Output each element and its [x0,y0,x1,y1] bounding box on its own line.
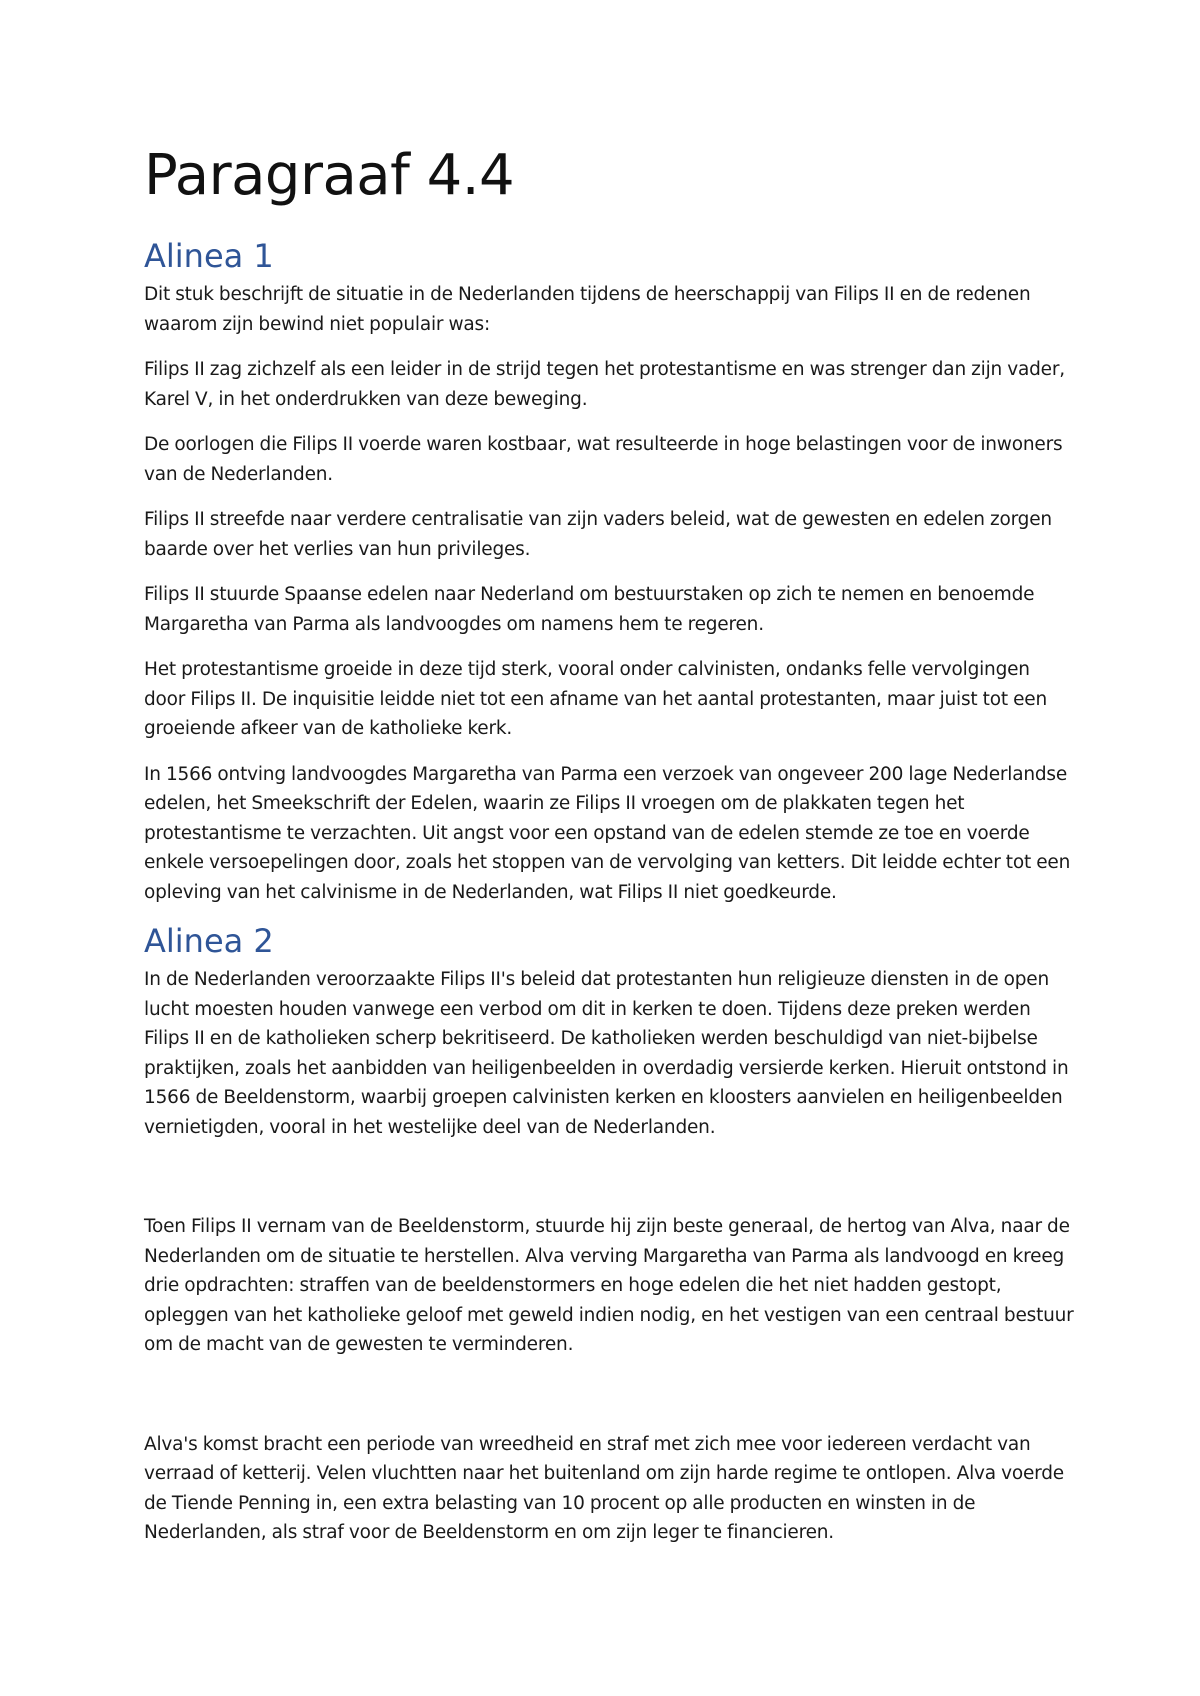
page-title: Paragraaf 4.4 [144,143,515,208]
section-heading-alinea-1: Alinea 1 [144,237,274,275]
paragraph: Dit stuk beschrijft de situatie in de Nederlanden tijdens de heerschappij van Filips II en de redenen waarom zijn bewind niet populair was: [144,284,1031,335]
paragraph: Filips II streefde naar verdere centralisatie van zijn vaders beleid, wat de gewesten en edelen zorgen baarde over het verlies van hun privileges. [144,509,1052,560]
document-page [144,140,1074,1564]
paragraph: Het protestantisme groeide in deze tijd sterk, vooral onder calvinisten, ondanks felle vervolgingen door Filips II. De inquisitie leidde niet tot een afname van het aantal protestanten, maar juist tot een groeiende afkeer van de katholieke kerk. [144,659,1047,739]
paragraph: Filips II zag zichzelf als een leider in de strijd tegen het protestantisme en was strenger dan zijn vader, Karel V, in het onderdrukken van deze beweging. [144,359,1065,410]
blank-line [144,1158,1074,1212]
paragraph: In 1566 ontving landvoogdes Margaretha van Parma een verzoek van ongeveer 200 lage Nederlandse edelen, het Smeekschrift der Edelen, waarin ze Filips II vroegen om de plakkaten tegen het protestantisme te verzachten. Uit angst voor een opstand van de edelen stemde ze toe en voerde enkele versoepelingen door, zoals het stoppen van de vervolging van ketters. Dit leidde echter tot een opleving van het calvinisme in de Nederlanden, wat Filips II niet goedkeurde. [144,763,1071,903]
paragraph: Filips II stuurde Spaanse edelen naar Nederland om bestuurstaken op zich te nemen en benoemde Margaretha van Parma als landvoogdes om namens hem te regeren. [144,584,1035,635]
paragraph: In de Nederlanden veroorzaakte Filips II's beleid dat protestanten hun religieuze diensten in de open lucht moesten houden vanwege een verbod om dit in kerken te doen. Tijdens deze preken werden Filips II en de katholieken scherp bekritiseerd. De katholieken werden beschuldigd van niet-bijbelse praktijken, zoals het aanbidden van heiligenbeelden in overdadig versierde kerken. Hieruit ontstond in 1566 de Beeldenstorm, waarbij groepen calvinisten kerken en kloosters aanvielen en heiligenbeelden vernietigden, vooral in het westelijke deel van de Nederlanden. [144,969,1069,1138]
paragraph: Alva's komst bracht een periode van wreedheid en straf met zich mee voor iedereen verdacht van verraad of ketterij. Velen vluchtten naar het buitenland om zijn harde regime te ontlopen. Alva voerde de Tiende Penning in, een extra belasting van 10 procent op alle producten en winsten in de Nederlanden, als straf voor de Beeldenstorm en om zijn leger te financieren. [144,1433,1064,1543]
blank-line [144,1376,1074,1430]
paragraph: De oorlogen die Filips II voerde waren kostbaar, wat resulteerde in hoge belastingen voor de inwoners van de Nederlanden. [144,434,1063,485]
paragraph: Toen Filips II vernam van de Beeldenstorm, stuurde hij zijn beste generaal, de hertog van Alva, naar de Nederlanden om de situatie te herstellen. Alva verving Margaretha van Parma als landvoogd en kreeg drie opdrachten: straffen van de beeldenstormers en hoge edelen die het niet hadden gestopt, opleggen van het katholieke geloof met geweld indien nodig, en het vestigen van een centraal bestuur om de macht van de gewesten te verminderen. [144,1216,1074,1355]
section-heading-alinea-2: Alinea 2 [144,922,274,960]
